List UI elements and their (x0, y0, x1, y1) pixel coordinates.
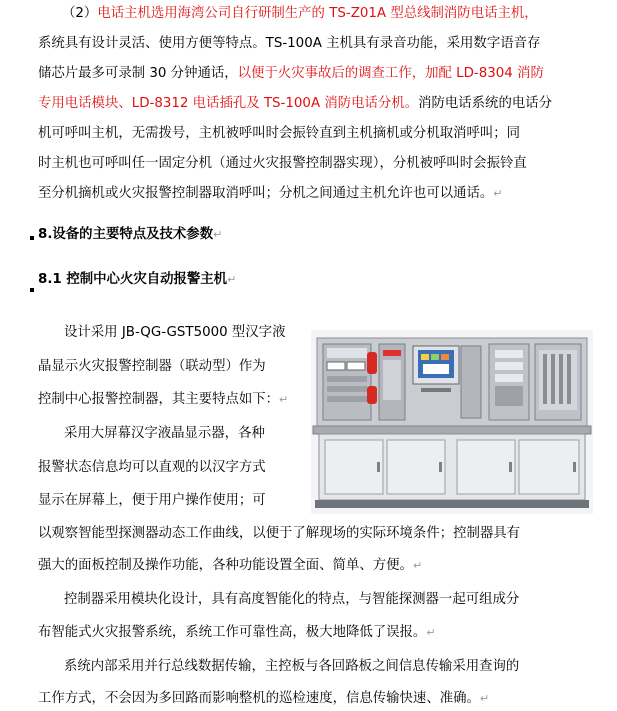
heading2-bullet (30, 288, 34, 292)
para1-line3 (38, 64, 544, 84)
paragraph-mark-icon: ↵ (426, 626, 436, 639)
feature1-line5 (38, 556, 422, 576)
feature3-line1: 系统内部采用并行总线数据传输，主控板与各回路板之间信息传输采用查询的 (64, 659, 520, 674)
paragraph-mark-icon: ↵ (213, 228, 223, 241)
heading-section-8 (38, 225, 222, 245)
feature2-line2 (38, 623, 436, 643)
feature1-line1: 采用大屏幕汉字液晶显示器，各种 (64, 426, 265, 441)
paragraph-mark-icon: ↵ (412, 559, 423, 572)
feature2-line1: 控制器采用模块化设计，具有高度智能化的特点，与智能探测器一起可组成分 (64, 592, 520, 607)
para1-line3-red: 以便于火灾事故后的调查工作，加配 LD-8304 消防 (237, 66, 544, 81)
feature1-line3: 显示在屏幕上，便于用户操作使用；可 (38, 493, 266, 508)
intro-line1: 设计采用 JB-QG-GST5000 型汉字液 (64, 325, 286, 340)
para1-line1-prefix: （2） (62, 6, 98, 21)
para1-line7-text: 至分机摘机或火灾报警控制器取消呼叫；分机之间通过主机允许也可以通话。 (38, 186, 494, 201)
heading-section-8-1-text: 8.1 控制中心火灾自动报警主机 (38, 272, 228, 287)
heading1-bullet (30, 236, 34, 240)
intro-line3 (38, 390, 288, 410)
feature1-line5-text: 强大的面板控制及操作功能，各种功能设置全面、简单、方便。 (38, 558, 413, 573)
intro-line3-text: 控制中心报警控制器，其主要特点如下： (38, 392, 280, 407)
feature1-line2: 报警状态信息均可以直观的以汉字方式 (38, 460, 266, 475)
para1-line1-red: 电话主机选用海湾公司自行研制生产的 TS-Z01A 型总线制消防电话主机， (97, 6, 538, 21)
feature2-line2-text: 布智能式火灾报警系统，系统工作可靠性高，极大地降低了误报。 (38, 625, 427, 640)
para1-line1 (62, 4, 538, 24)
paragraph-mark-icon: ↵ (493, 187, 503, 200)
para1-line3-black: 储芯片最多可录制 30 分钟通话， (38, 66, 238, 81)
fire-alarm-console-image (311, 330, 593, 514)
heading-section-8-text: 8.设备的主要特点及技术参数 (38, 227, 214, 242)
para1-line6: 时主机也可呼叫任一固定分机（通过火灾报警控制器实现），分机被呼叫时会振铃直 (38, 156, 527, 171)
feature1-line4: 以观察智能型探测器动态工作曲线，以便于了解现场的实际环境条件；控制器具有 (38, 526, 521, 541)
paragraph-mark-icon: ↵ (279, 393, 289, 406)
feature3-line2-text: 工作方式，不会因为多回路而影响整机的巡检速度，信息传输快速、准确。 (38, 691, 480, 706)
heading-section-8-1 (38, 270, 236, 290)
intro-line2: 晶显示火灾报警控制器（联动型）作为 (38, 359, 266, 374)
para1-line2: 系统具有设计灵活、使用方便等特点。TS-100A 主机具有录音功能，采用数字语音存 (38, 36, 541, 51)
para1-line4-red: 专用电话模块、LD-8312 电话插孔及 TS-100A 消防电话分机。 (38, 96, 419, 111)
para1-line7 (38, 184, 503, 204)
para1-line4 (38, 94, 552, 114)
paragraph-mark-icon: ↵ (479, 692, 490, 705)
feature3-line2 (38, 689, 489, 709)
para1-line5: 机可呼叫主机，无需拨号，主机被呼叫时会振铃直到主机摘机或分机取消呼叫；同 (38, 126, 521, 141)
paragraph-mark-icon: ↵ (227, 273, 237, 286)
para1-line4-black: 消防电话系统的电话分 (418, 96, 553, 111)
